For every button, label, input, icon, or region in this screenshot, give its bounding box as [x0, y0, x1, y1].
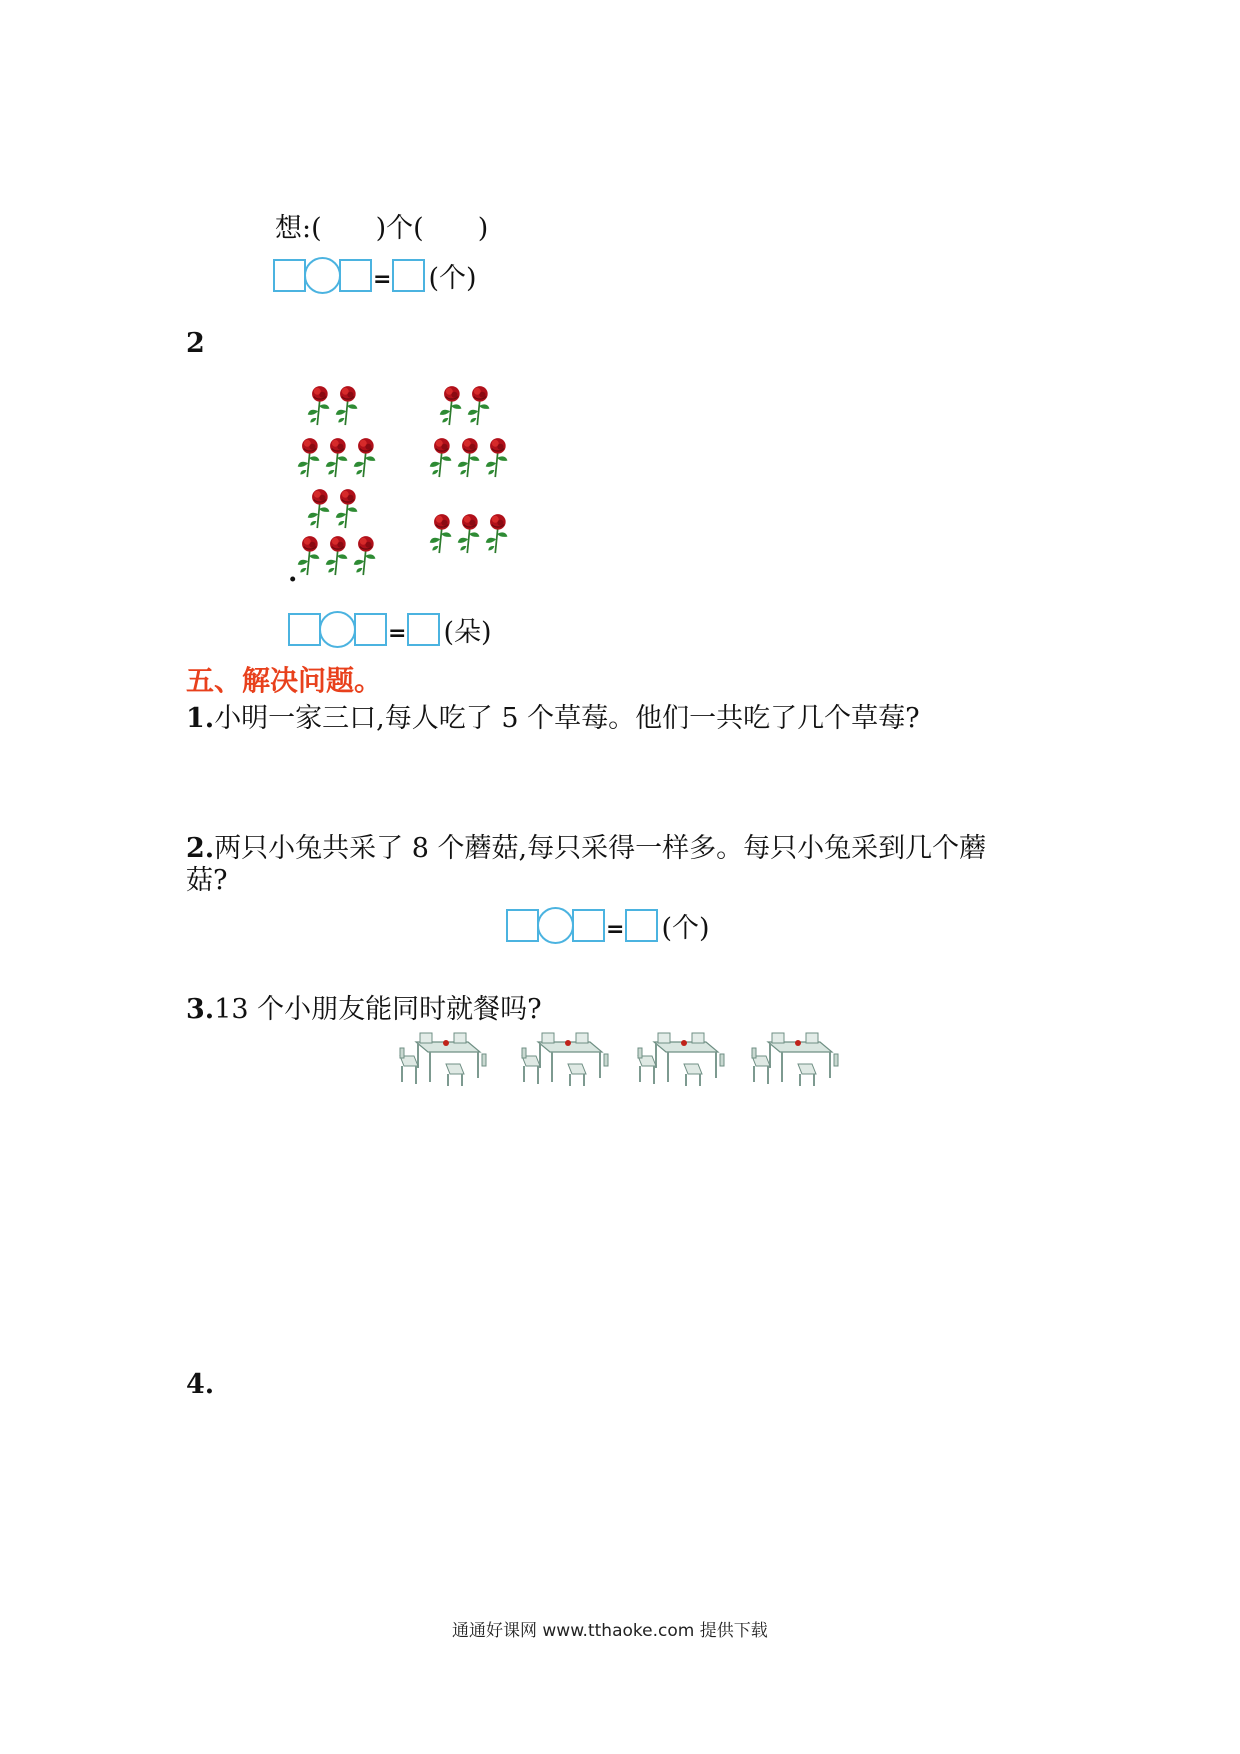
dining-table-icon: [398, 1030, 488, 1086]
equation-row-2: [288, 610, 492, 649]
rose-icon: [438, 385, 464, 427]
problem-text: 小明一家三口,每人吃了 5 个草莓。他们一共吃了几个草莓?: [214, 703, 920, 734]
rose-icon: [296, 535, 322, 577]
problem-3: [186, 993, 542, 1027]
problem-2-line2: 菇?: [186, 865, 228, 896]
rose-picture: [290, 385, 530, 585]
problem-number: 2.: [186, 833, 215, 864]
rose-icon: [466, 385, 492, 427]
unit-label: (个): [428, 263, 477, 294]
equals-sign: =: [606, 917, 625, 942]
footer-text: 通通好课网 www.tthaoke.com 提供下载: [452, 1621, 768, 1641]
problem-2: [186, 832, 986, 866]
section-heading: 五、解决问题。: [186, 664, 383, 697]
dining-table-icon: [636, 1030, 726, 1086]
rose-icon: [428, 513, 454, 555]
unit-label: (朵): [443, 617, 492, 648]
rose-icon: [324, 535, 350, 577]
dining-table-icon: [520, 1030, 610, 1086]
problem-1: [186, 702, 920, 736]
problem-text: 13 个小朋友能同时就餐吗?: [214, 994, 542, 1025]
answer-box[interactable]: [506, 909, 539, 942]
unit-label: (个): [661, 913, 710, 944]
equation-row-3: [506, 906, 710, 945]
rose-icon: [334, 488, 360, 530]
rose-icon: [296, 437, 322, 479]
answer-box[interactable]: [354, 613, 387, 646]
problem-number: 3.: [186, 994, 215, 1025]
rose-icon: [352, 437, 378, 479]
operator-circle[interactable]: [304, 257, 341, 294]
answer-box[interactable]: [273, 259, 306, 292]
question-number: 2: [186, 328, 205, 359]
rose-icon: [484, 513, 510, 555]
rose-icon: [352, 535, 378, 577]
answer-box[interactable]: [572, 909, 605, 942]
rose-icon: [306, 385, 332, 427]
result-box[interactable]: [407, 613, 440, 646]
rose-icon: [456, 437, 482, 479]
rose-icon: [456, 513, 482, 555]
rose-icon: [324, 437, 350, 479]
rose-icon: [334, 385, 360, 427]
equals-sign: =: [373, 267, 392, 292]
equals-sign: =: [388, 621, 407, 646]
dining-table-icon: [750, 1030, 840, 1086]
problem-4-number: 4.: [186, 1369, 215, 1400]
dining-tables-picture: [398, 1030, 848, 1094]
rose-icon: [306, 488, 332, 530]
operator-circle[interactable]: [537, 907, 574, 944]
think-prompt: 想:( )个( ): [275, 213, 489, 244]
problem-text: 两只小兔共采了 8 个蘑菇,每只采得一样多。每只小兔采到几个蘑: [214, 833, 987, 864]
operator-circle[interactable]: [319, 611, 356, 648]
result-box[interactable]: [392, 259, 425, 292]
answer-box[interactable]: [339, 259, 372, 292]
problem-number: 1.: [186, 703, 215, 734]
stray-dot: .: [288, 557, 298, 588]
rose-icon: [428, 437, 454, 479]
answer-box[interactable]: [288, 613, 321, 646]
equation-row-1: [273, 256, 477, 295]
rose-icon: [484, 437, 510, 479]
result-box[interactable]: [625, 909, 658, 942]
